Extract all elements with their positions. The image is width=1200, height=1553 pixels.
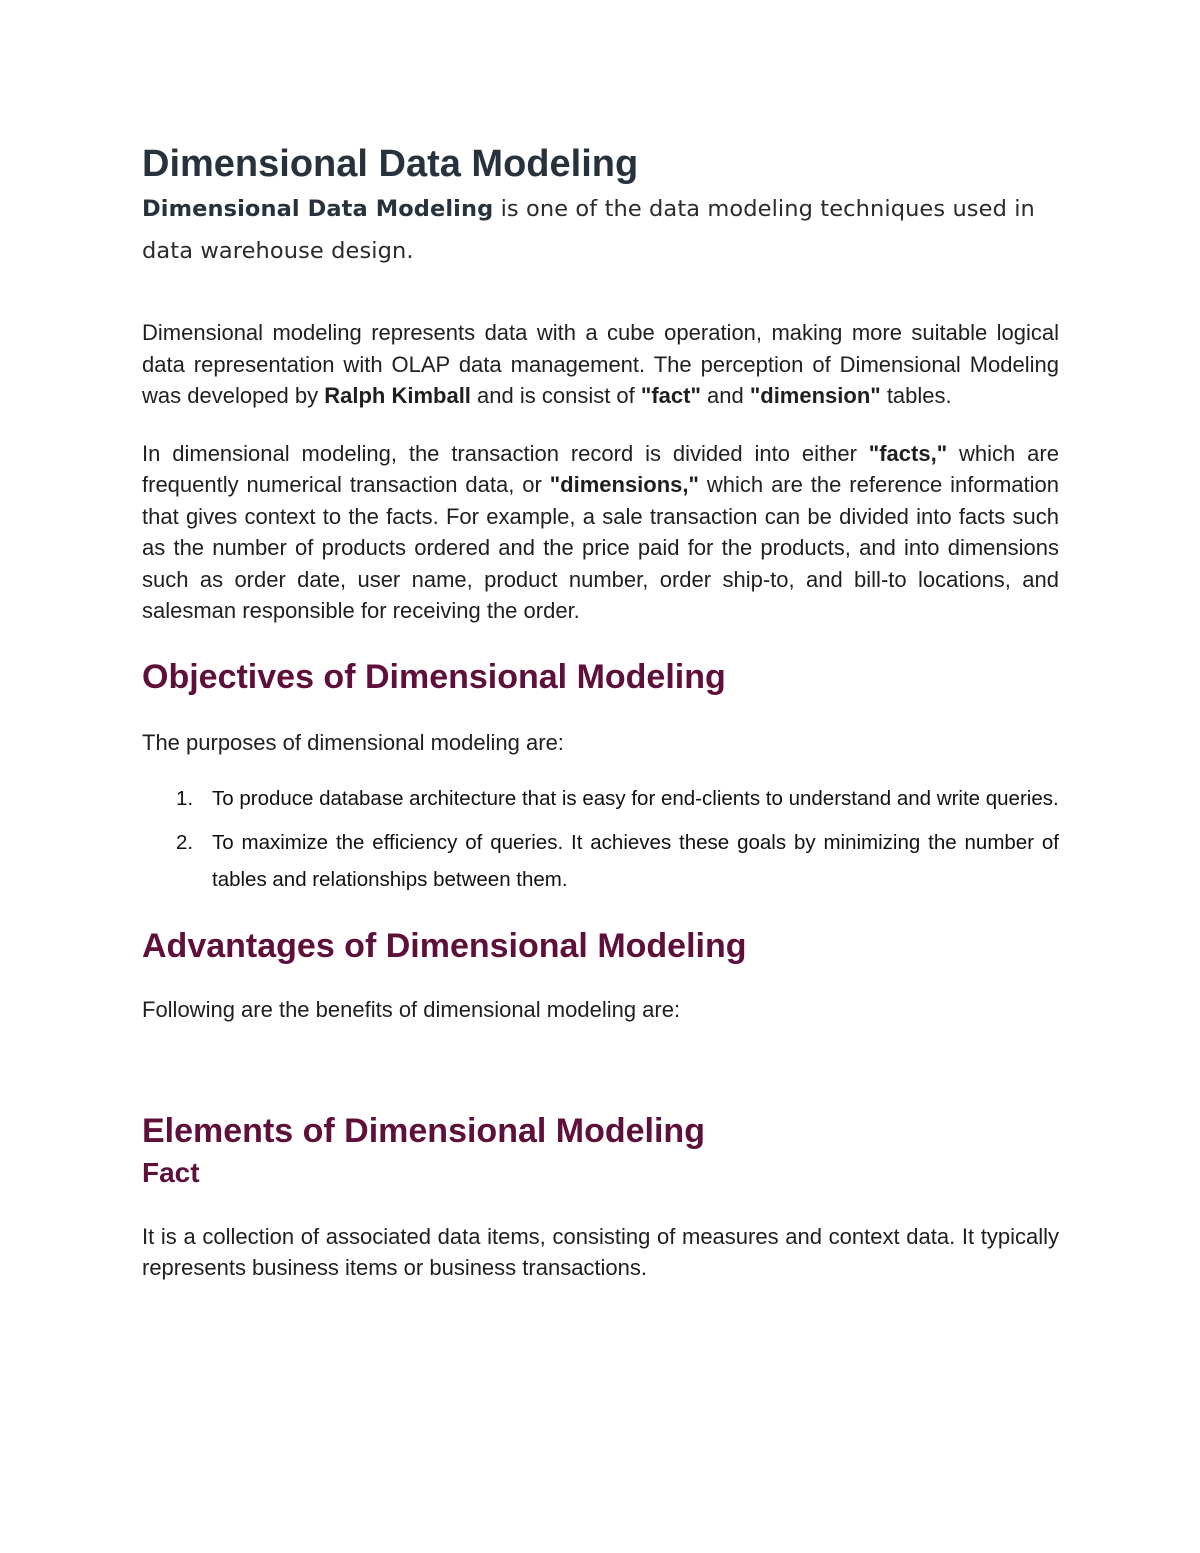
list-item-text: To maximize the efficiency of queries. It achieves these goals by minimizing the number of tables and relationships between them. bbox=[212, 831, 1059, 891]
intro-text: is one of the data modeling techniques used in data warehouse design. bbox=[142, 196, 1035, 264]
paragraph-facts-dimensions bbox=[142, 438, 1059, 627]
intro-paragraph bbox=[142, 188, 1059, 272]
bold-run: "dimension" bbox=[749, 383, 881, 408]
list-item bbox=[142, 824, 1059, 898]
fact-paragraph: It is a collection of associated data items, consisting of measures and context data. It typically represents business items or business transactions. bbox=[142, 1223, 1059, 1280]
purposes-list bbox=[142, 780, 1059, 898]
advantages-lead: Following are the benefits of dimensional modeling are: bbox=[142, 997, 681, 1022]
list-number: 1. bbox=[176, 787, 194, 810]
page-title: Dimensional Data Modeling bbox=[142, 143, 639, 185]
list-item bbox=[142, 780, 1059, 817]
heading-fact: Fact bbox=[142, 1156, 200, 1188]
list-item-text: To produce database architecture that is easy for end-clients to understand and write queries. bbox=[212, 787, 1059, 810]
bold-run: "facts," bbox=[868, 440, 948, 466]
objectives-lead: The purposes of dimensional modeling are: bbox=[142, 729, 564, 755]
intro-bold-term: Dimensional Data Modeling bbox=[142, 196, 494, 222]
text-run: and is consist of bbox=[470, 383, 641, 408]
heading-objectives: Objectives of Dimensional Modeling bbox=[142, 657, 726, 696]
paragraph-cube-operation bbox=[142, 317, 1059, 412]
text-run: In dimensional modeling, the transaction record is divided into either bbox=[142, 440, 869, 466]
heading-elements: Elements of Dimensional Modeling bbox=[142, 1111, 705, 1150]
text-run: and bbox=[700, 383, 750, 408]
bold-run: "fact" bbox=[640, 383, 701, 408]
bold-run: Ralph Kimball bbox=[324, 383, 471, 408]
text-run: which are the reference information that gives context to the facts. For example, a sale transaction can be divided into facts such as the number of products ordered and the price paid for the products, and into dimensions such as order date, user name, product number, order ship-to, and bill-to locations, and salesman responsible for receiving the order. bbox=[142, 472, 1059, 623]
text-run: Dimensional modeling represents data with a cube operation, making more suitable logical data representation with OLAP data management. The perception of Dimensional Modeling was developed by bbox=[142, 320, 1059, 408]
document-page bbox=[142, 140, 1059, 1284]
heading-advantages: Advantages of Dimensional Modeling bbox=[142, 927, 747, 965]
bold-run: "dimensions," bbox=[549, 472, 699, 497]
list-number: 2. bbox=[176, 831, 194, 854]
text-run: which are frequently numerical transaction data, or bbox=[142, 440, 1059, 497]
text-run: tables. bbox=[880, 383, 952, 408]
